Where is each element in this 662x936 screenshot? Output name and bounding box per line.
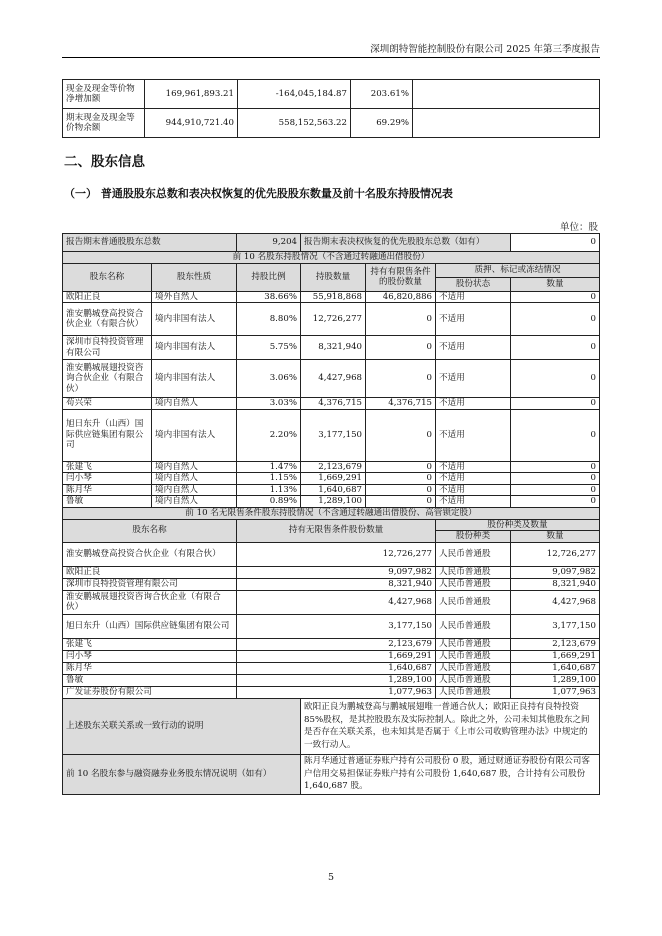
col-nature: 股东性质 bbox=[152, 263, 237, 291]
col-ur-count: 数量 bbox=[511, 531, 600, 543]
unrestricted-header-row bbox=[63, 519, 600, 531]
table-row: 张建飞 2,123,679 人民币普通股 2,123,679 bbox=[63, 638, 600, 650]
cashflow-change: 69.29% bbox=[351, 109, 413, 138]
unrestricted-title: 前 10 名无限售条件股东持股情况（不含通过转融通出借股份、高管锁定股） bbox=[63, 507, 600, 519]
table-row: 旭日东升（山西）国际供应链集团有限公司 3,177,150 人民币普通股 3,177,150 bbox=[63, 614, 600, 638]
related-note-row bbox=[63, 698, 600, 754]
cashflow-row bbox=[63, 80, 600, 109]
pref-holders-label: 报告期末表决权恢复的优先股股东总数（如有） bbox=[301, 234, 511, 252]
cashflow-label: 期末现金及现金等价物余额 bbox=[63, 109, 145, 138]
cashflow-row bbox=[63, 109, 600, 138]
col-status: 股份状态 bbox=[436, 277, 511, 291]
table-row: 鲁敏 境内自然人 0.89% 1,289,100 0 不适用 0 bbox=[63, 496, 600, 508]
table-row: 欧阳正良 9,097,982 人民币普通股 9,097,982 bbox=[63, 566, 600, 578]
margin-text: 陈月华通过普通证券账户持有公司股份 0 股，通过财通证券股份有限公司客户信用交易担保证券账户持有公司股份 1,640,687 股，合计持有公司股份 1,640,687 股。 bbox=[301, 754, 600, 794]
table-row: 苟兴荣 境内自然人 3.03% 4,376,715 4,376,715 不适用 0 bbox=[63, 398, 600, 410]
common-holders-value: 9,204 bbox=[237, 234, 301, 252]
col-ur-qty: 持有无限售条件股份数量 bbox=[237, 519, 436, 542]
cashflow-current: 169,961,893.21 bbox=[145, 80, 238, 109]
cashflow-current: 944,910,721.40 bbox=[145, 109, 238, 138]
col-restricted: 持有有限售条件的股份数量 bbox=[366, 263, 436, 291]
shareholder-table bbox=[62, 233, 600, 795]
col-pledge: 质押、标记或冻结情况 bbox=[436, 263, 600, 277]
pref-holders-value: 0 bbox=[511, 234, 600, 252]
summary-row bbox=[63, 234, 600, 252]
col-ur-type-group: 股份种类及数量 bbox=[436, 519, 600, 531]
col-count: 数量 bbox=[511, 277, 600, 291]
unit-label: 单位：股 bbox=[559, 222, 598, 233]
common-holders-label: 报告期末普通股股东总数 bbox=[63, 234, 237, 252]
page-header-title: 深圳朗特智能控制股份有限公司 2025 年第三季度报告 bbox=[370, 44, 600, 55]
margin-label: 前 10 名股东参与融资融券业务股东情况说明（如有） bbox=[63, 754, 301, 794]
table-row: 闫小琴 1,669,291 人民币普通股 1,669,291 bbox=[63, 650, 600, 662]
top10-header-row bbox=[63, 263, 600, 277]
table-row: 淮安鹏城展翅投资咨询合伙企业（有限合伙） 4,427,968 人民币普通股 4,427,968 bbox=[63, 590, 600, 614]
col-ur-name: 股东名称 bbox=[63, 519, 237, 542]
section-title: 二、股东信息 bbox=[64, 154, 145, 170]
table-row: 陈月华 1,640,687 人民币普通股 1,640,687 bbox=[63, 662, 600, 674]
col-qty: 持股数量 bbox=[301, 263, 366, 291]
table-row: 广发证券股份有限公司 1,077,963 人民币普通股 1,077,963 bbox=[63, 686, 600, 698]
cashflow-label: 现金及现金等价物净增加额 bbox=[63, 80, 145, 109]
cashflow-table bbox=[62, 79, 600, 138]
top10-title: 前 10 名股东持股情况（不含通过转融通出借股份） bbox=[63, 252, 600, 264]
col-name: 股东名称 bbox=[63, 263, 152, 291]
table-row: 深圳市良特投资管理有限公司 境内非国有法人 5.75% 8,321,940 0 不适用 0 bbox=[63, 336, 600, 360]
table-row: 淮安鹏城登高投资合伙企业（有限合伙） 境内非国有法人 8.80% 12,726,277 0 不适用 0 bbox=[63, 303, 600, 336]
cashflow-change: 203.61% bbox=[351, 80, 413, 109]
margin-note-row bbox=[63, 754, 600, 794]
related-text: 欧阳正良为鹏城登高与鹏城展翅唯一普通合伙人；欧阳正良持有良特投资 85%股权，是其控股股东及实际控制人。除此之外，公司未知其他股东之间是否存在关联关系，也未知其是否属于《上市公司收购管理办法》中规定的一致行动人。 bbox=[301, 698, 600, 754]
header-rule bbox=[62, 57, 600, 58]
col-ratio: 持股比例 bbox=[237, 263, 301, 291]
table-row: 闫小琴 境内自然人 1.15% 1,669,291 0 不适用 0 bbox=[63, 473, 600, 485]
table-row: 淮安鹏城展翅投资咨询合伙企业（有限合伙） 境内非国有法人 3.06% 4,427,968 0 不适用 0 bbox=[63, 360, 600, 398]
table-row: 陈月华 境内自然人 1.13% 1,640,687 0 不适用 0 bbox=[63, 484, 600, 496]
related-label: 上述股东关联关系或一致行动的说明 bbox=[63, 698, 301, 754]
cashflow-prev: -164,045,184.87 bbox=[238, 80, 351, 109]
table-row: 深圳市良特投资管理有限公司 8,321,940 人民币普通股 8,321,940 bbox=[63, 578, 600, 590]
table-row: 淮安鹏城登高投资合伙企业（有限合伙） 12,726,277 人民币普通股 12,726,277 bbox=[63, 542, 600, 566]
page-number: 5 bbox=[327, 872, 335, 883]
table-row: 旭日东升（山西）国际供应链集团有限公司 境内非国有法人 2.20% 3,177,150 0 不适用 0 bbox=[63, 409, 600, 461]
table-row: 欧阳正良 境外自然人 38.66% 55,918,868 46,820,886 不适用 0 bbox=[63, 291, 600, 303]
table-row: 鲁敏 1,289,100 人民币普通股 1,289,100 bbox=[63, 674, 600, 686]
table-row: 张建飞 境内自然人 1.47% 2,123,679 0 不适用 0 bbox=[63, 461, 600, 473]
section-subtitle: （一） 普通股股东总数和表决权恢复的优先股股东数量及前十名股东持股情况表 bbox=[64, 187, 453, 200]
cashflow-prev: 558,152,563.22 bbox=[238, 109, 351, 138]
col-ur-type: 股份种类 bbox=[436, 531, 511, 543]
